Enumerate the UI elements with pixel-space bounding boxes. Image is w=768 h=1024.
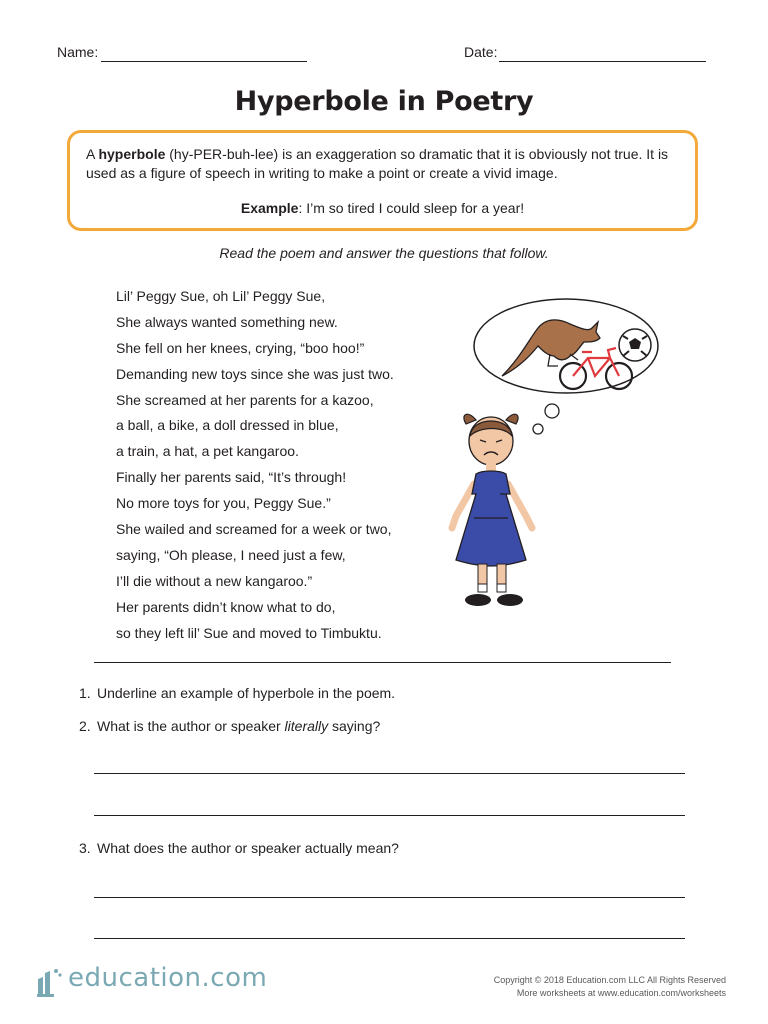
question-text: What is the author or speaker (97, 718, 285, 734)
page-title: Hyperbole in Poetry (234, 86, 534, 117)
poem-line: Demanding new toys since she was just two. (116, 365, 394, 382)
definition-example (70, 200, 695, 216)
question-emphasis: literally (284, 718, 329, 734)
instruction: Read the poem and answer the questions that follow. (219, 245, 549, 261)
example-text: : I’m so tired I could sleep for a year! (298, 200, 525, 216)
question-3 (79, 840, 399, 856)
copyright-text: Copyright © 2018 Education.com LLC All Rights Reserved (493, 975, 726, 985)
poem-line: Finally her parents said, “It’s through! (116, 469, 347, 486)
poem-line: saying, “Oh please, I need just a few, (116, 546, 346, 563)
girl-crying-icon (452, 414, 532, 606)
poem-line: No more toys for you, Peggy Sue.” (116, 495, 331, 512)
poem-line: Lil’ Peggy Sue, oh Lil’ Peggy Sue, (116, 288, 326, 304)
poem-line: a ball, a bike, a doll dressed in blue, (116, 417, 339, 434)
poem (116, 288, 394, 650)
answer-line[interactable] (94, 815, 685, 816)
answer-line[interactable] (94, 897, 685, 898)
name-label: Name: (57, 44, 99, 60)
question-text: Underline an example of hyperbole in the poem. (97, 685, 396, 701)
logo-icon (34, 965, 68, 999)
illustration (430, 298, 700, 618)
footer-copyright (494, 974, 726, 1000)
question-text-end: saying? (328, 718, 381, 734)
question-2 (79, 718, 380, 734)
soccer-ball-icon (619, 329, 651, 361)
poem-line: She always wanted something new. (116, 313, 338, 330)
answer-line[interactable] (94, 773, 685, 774)
definition-prefix: A (86, 146, 99, 162)
poem-line: a train, a hat, a pet kangaroo. (116, 443, 299, 460)
question-1 (79, 685, 395, 701)
definition-body: (hy-PER-buh-lee) is an exaggeration so dramatic that it is obviously not true. It is used as a figure of speech in writing to make a point or create a vivid image. (86, 146, 669, 181)
poem-line: She screamed at her parents for a kazoo, (116, 391, 374, 408)
question-text: What does the author or speaker actually mean? (97, 840, 399, 856)
date-label: Date: (464, 44, 498, 60)
question-number: 2. (79, 718, 91, 734)
thought-bubble-icon (474, 299, 658, 434)
poem-line: I’ll die without a new kangaroo.” (116, 572, 313, 589)
question-number: 3. (79, 840, 91, 856)
answer-line[interactable] (94, 938, 685, 939)
date-field[interactable] (499, 61, 706, 62)
education-logo[interactable] (34, 963, 268, 1004)
poem-line: so they left lil’ Sue and moved to Timbuktu. (116, 624, 382, 641)
more-worksheets-link[interactable]: More worksheets at www.education.com/worksheets (516, 988, 726, 998)
section-divider (94, 662, 671, 663)
logo-text: education.com (68, 963, 268, 993)
name-field[interactable] (101, 61, 307, 62)
poem-line: Her parents didn’t know what to do, (116, 598, 336, 615)
poem-line: She fell on her knees, crying, “boo hoo!” (116, 339, 365, 356)
definition-term: hyperbole (98, 146, 166, 162)
example-label: Example (240, 200, 299, 216)
poem-line: She wailed and screamed for a week or two, (116, 521, 392, 538)
question-number: 1. (79, 685, 91, 701)
definition-box (67, 130, 698, 231)
definition-text (86, 145, 686, 183)
